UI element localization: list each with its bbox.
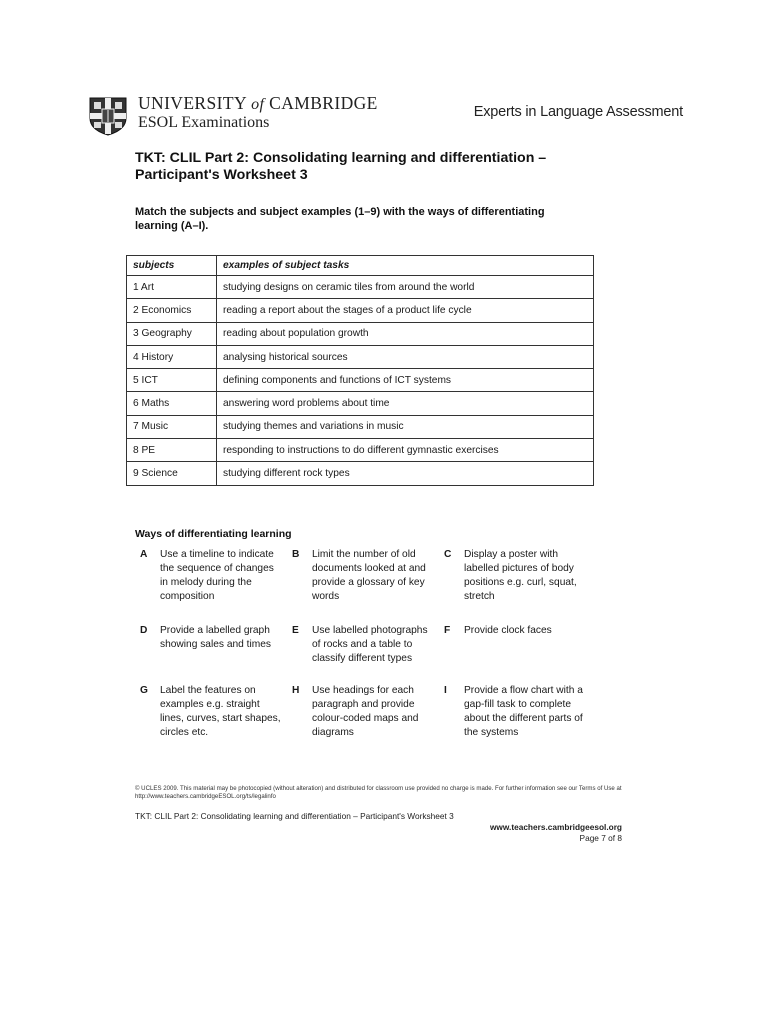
footer-document-title: TKT: CLIL Part 2: Consolidating learning and differentiation – Participant's Worksheet 3	[135, 811, 454, 821]
way-letter: D	[140, 625, 148, 636]
way-letter: E	[292, 625, 299, 636]
way-text: Use headings for each paragraph and provide colour-coded maps and diagrams	[312, 685, 419, 738]
way-item-d	[140, 624, 292, 684]
table-row	[127, 322, 594, 345]
way-letter: G	[140, 685, 148, 696]
way-text: Use a timeline to indicate the sequence of changes in melody during the composition	[160, 549, 274, 602]
way-item-h	[292, 684, 444, 764]
example-cell: reading about population growth	[217, 322, 594, 345]
way-letter: B	[292, 549, 300, 560]
copyright-notice: © UCLES 2009. This material may be photocopied (without alteration) and distributed for classroom use provided no charge is made. For further information see our Terms of Use at http://www.teachers.cambridgeESOL.org/ts/legalinfo	[135, 785, 622, 800]
way-text: Label the features on examples e.g. straight lines, curves, start shapes, circles etc.	[160, 685, 281, 738]
way-text: Limit the number of old documents looked at and provide a glossary of key words	[312, 549, 426, 602]
subject-cell: 2 Economics	[127, 299, 217, 322]
subject-cell: 3 Geography	[127, 322, 217, 345]
footer-url: www.teachers.cambridgeesol.org	[489, 822, 622, 832]
column-header-subjects: subjects	[127, 256, 217, 276]
example-cell: studying designs on ceramic tiles from around the world	[217, 276, 594, 299]
example-cell: responding to instructions to do different gymnastic exercises	[217, 439, 594, 462]
example-cell: studying different rock types	[217, 462, 594, 485]
title-line-2: Participant's Worksheet 3	[135, 167, 308, 183]
example-cell: studying themes and variations in music	[217, 415, 594, 438]
way-letter: F	[444, 625, 451, 636]
column-header-examples: examples of subject tasks	[217, 256, 594, 276]
subject-cell: 1 Art	[127, 276, 217, 299]
title-line-1: TKT: CLIL Part 2: Consolidating learning and differentiation –	[135, 150, 547, 166]
way-text: Provide a flow chart with a gap-fill task to complete about the different parts of the systems	[464, 685, 583, 738]
instruction-text	[135, 205, 605, 233]
way-item-a	[140, 548, 292, 624]
subject-cell: 8 PE	[127, 439, 217, 462]
subject-cell: 7 Music	[127, 415, 217, 438]
way-text: Display a poster with labelled pictures of body positions e.g. curl, squat, stretch	[464, 549, 577, 602]
ways-heading: Ways of differentiating learning	[135, 528, 292, 540]
table-row	[127, 462, 594, 485]
table-header-row	[127, 256, 594, 276]
table-row	[127, 415, 594, 438]
way-text: Provide a labelled graph showing sales and times	[160, 625, 271, 650]
tagline: Experts in Language Assessment	[473, 104, 683, 120]
university-crest-icon	[88, 96, 128, 136]
example-cell: answering word problems about time	[217, 392, 594, 415]
subject-cell: 9 Science	[127, 462, 217, 485]
example-cell: defining components and functions of ICT systems	[217, 369, 594, 392]
worksheet-title	[135, 150, 605, 184]
subject-cell: 5 ICT	[127, 369, 217, 392]
subject-cell: 6 Maths	[127, 392, 217, 415]
instruction-line-1: Match the subjects and subject examples (1–9) with the ways of differentiating	[135, 206, 545, 218]
page-number: Page 7 of 8	[579, 833, 622, 843]
way-item-e	[292, 624, 444, 684]
table-row	[127, 439, 594, 462]
example-cell: reading a report about the stages of a product life cycle	[217, 299, 594, 322]
university-name: UNIVERSITY of CAMBRIDGE	[138, 93, 378, 113]
example-cell: analysing historical sources	[217, 345, 594, 368]
way-letter: I	[444, 685, 447, 696]
way-letter: H	[292, 685, 300, 696]
way-item-c	[444, 548, 600, 624]
examinations-subtitle: ESOL Examinations	[138, 114, 270, 131]
subject-cell: 4 History	[127, 345, 217, 368]
way-text: Provide clock faces	[464, 625, 552, 636]
way-letter: C	[444, 549, 452, 560]
way-item-f	[444, 624, 600, 684]
table-row	[127, 299, 594, 322]
ways-list	[140, 548, 600, 764]
subjects-table	[126, 255, 594, 486]
instruction-line-2: learning (A–I).	[135, 220, 209, 232]
way-text: Use labelled photographs of rocks and a table to classify different types	[312, 625, 428, 664]
way-letter: A	[140, 549, 148, 560]
way-item-i	[444, 684, 600, 764]
table-row	[127, 369, 594, 392]
table-row	[127, 392, 594, 415]
table-row	[127, 276, 594, 299]
way-item-g	[140, 684, 292, 764]
way-item-b	[292, 548, 444, 624]
table-row	[127, 345, 594, 368]
